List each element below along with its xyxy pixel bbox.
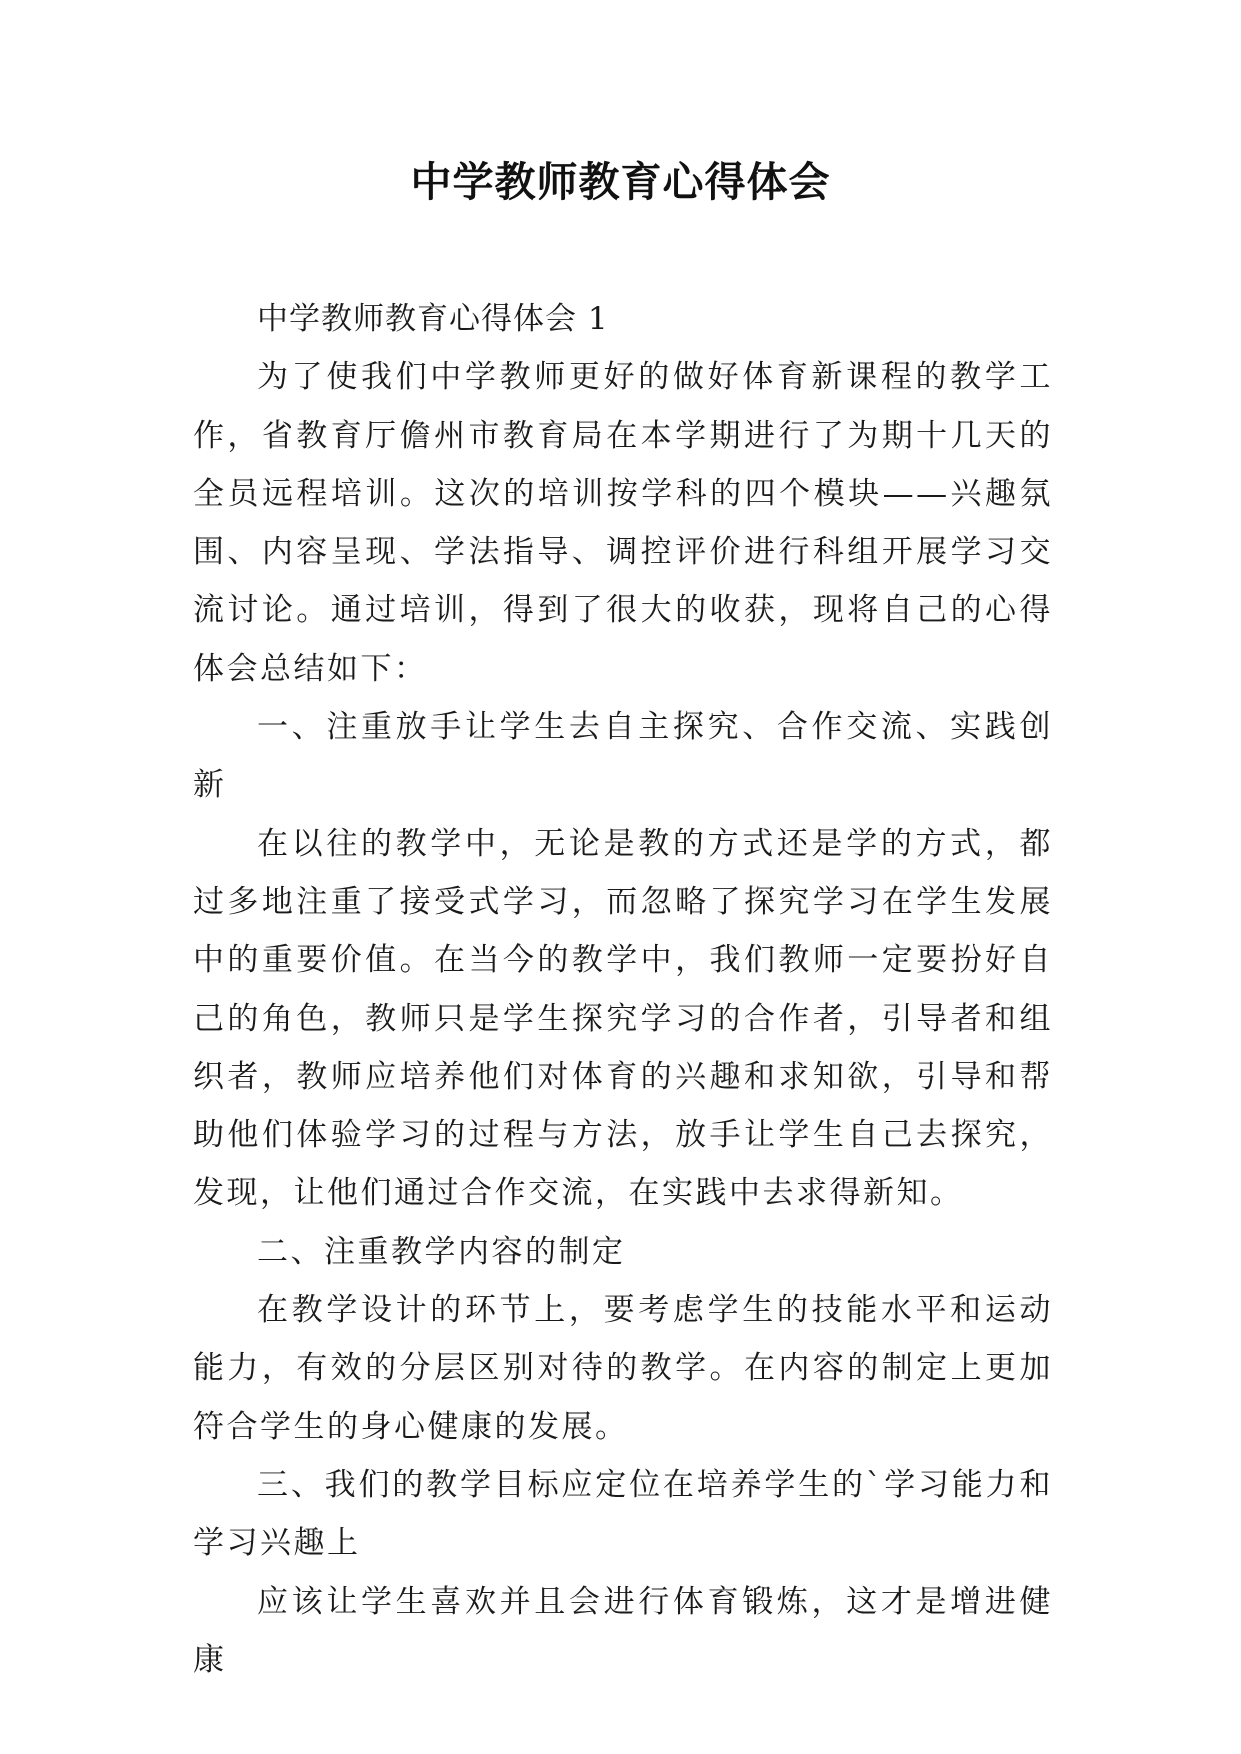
- point-three-heading: 三、我们的教学目标应定位在培养学生的`学习能力和学习兴趣上: [193, 1466, 1053, 1562]
- document-body: [193, 290, 1053, 1689]
- point-one-paragraph: 在以往的教学中，无论是教的方式还是学的方式，都过多地注重了接受式学习，而忽略了探究学习在学生发展中的重要价值。在当今的教学中，我们教师一定要扮好自己的角色，教师只是学生探究学习的合作者，引导者和组织者，教师应培养他们对体育的兴趣和求知欲，引导和帮助他们体验学习的过程与方法，放手让学生自己去探究，发现，让他们通过合作交流，在实践中去求得新知。: [193, 825, 1053, 1212]
- point-two-heading: 二、注重教学内容的制定: [257, 1233, 626, 1270]
- point-three-paragraph: 应该让学生喜欢并且会进行体育锻炼，这才是增进健康: [193, 1583, 1053, 1678]
- intro-paragraph: 为了使我们中学教师更好的做好体育新课程的教学工作，省教育厅儋州市教育局在本学期进行了为期十几天的全员远程培训。这次的培训按学科的四个模块——兴趣氛围、内容呈现、学法指导、调控评价进行科组开展学习交流讨论。通过培训，得到了很大的收获，现将自己的心得体会总结如下：: [193, 359, 1053, 687]
- point-two-paragraph: 在教学设计的环节上，要考虑学生的技能水平和运动能力，有效的分层区别对待的教学。在内容的制定上更加符合学生的身心健康的发展。: [193, 1292, 1053, 1445]
- section-heading: 中学教师教育心得体会 1: [257, 301, 609, 337]
- document-title: 中学教师教育心得体会: [410, 158, 831, 206]
- point-one-heading: 一、注重放手让学生去自主探究、合作交流、实践创新: [193, 709, 1053, 804]
